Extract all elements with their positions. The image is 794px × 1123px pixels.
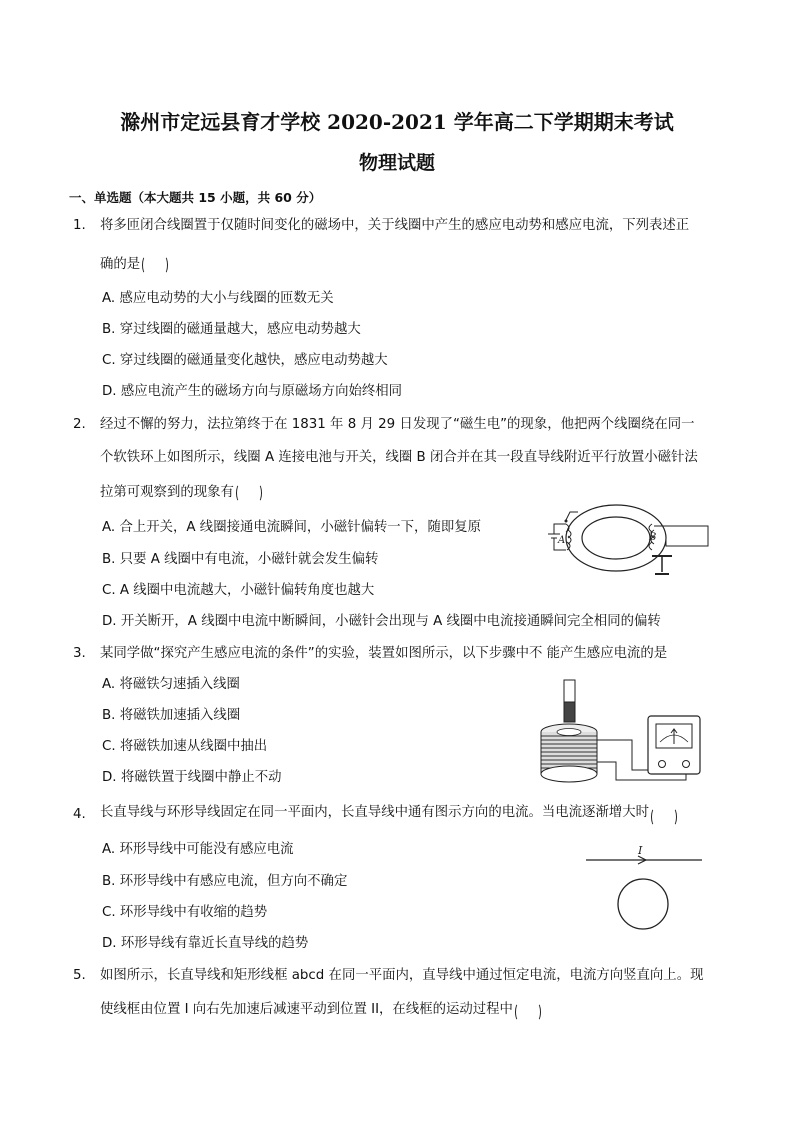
answer-blank (142, 256, 168, 272)
question-3-option-d: D. 将磁铁置于线圈中静止不动 (102, 770, 282, 785)
question-3-option-c: C. 将磁铁加速从线圈中抽出 (102, 739, 268, 754)
answer-blank (515, 1003, 541, 1019)
question-1-stem-line1: 将多匝闭合线圈置于仅随时间变化的磁场中，关于线圈中产生的感应电动势和感应电流，下列表述正 (100, 218, 690, 233)
question-1-option-b: B. 穿过线圈的磁通量越大，感应电动势越大 (102, 322, 361, 337)
question-3-option-b: B. 将磁铁加速插入线圈 (102, 708, 241, 723)
question-5-stem-line2: 使线框由位置 I 向右先加速后减速平动到位置 II，在线框的运动过程中 (100, 1003, 541, 1019)
coil-a-windings (566, 524, 571, 550)
question-4-number: 4. (73, 807, 86, 822)
switch (566, 512, 578, 520)
question-4-stem-line1: 长直导线与环形导线固定在同一平面内，长直导线中通有图示方向的电流。当电流逐渐增大时 (100, 806, 677, 824)
coil-a-label: A (558, 535, 566, 546)
question-4-option-a: A. 环形导线中可能没有感应电流 (102, 842, 294, 857)
question-2-option-d: D. 开关断开，A 线圈中电流中断瞬间，小磁针会出现与 A 线圈中电流接通瞬间完全相同的偏转 (102, 614, 661, 629)
coil-icon (541, 724, 597, 782)
question-1-option-c: C. 穿过线圈的磁通量变化越快，感应电动势越大 (102, 353, 388, 368)
question-3-stem-line1: 某同学做“探究产生感应电流的条件”的实验，装置如图所示，以下步骤中不 能产生感应电流的是 (100, 646, 668, 661)
section-heading: 一、单选题（本大题共 15 小题，共 60 分） (69, 190, 322, 205)
current-label: I (638, 844, 643, 857)
wire-and-ring-figure (584, 842, 708, 928)
bar-magnet-icon (564, 680, 575, 722)
question-4-option-c: C. 环形导线中有收缩的趋势 (102, 905, 268, 920)
question-2-option-a: A. 合上开关，A 线圈接通电流瞬间，小磁针偏转一下，随即复原 (102, 520, 482, 535)
ring-wire (618, 879, 668, 929)
question-1-option-d: D. 感应电流产生的磁场方向与原磁场方向始终相同 (102, 384, 403, 399)
question-1-stem-line2: 确的是 (100, 256, 168, 272)
question-2-stem-line1: 经过不懈的努力，法拉第终于在 1831 年 8 月 29 日发现了“磁生电”的现象，他把两个线圈绕在同一 (100, 417, 695, 432)
answer-blank (651, 808, 677, 824)
coil-b-label: B (649, 532, 657, 543)
question-3-option-a: A. 将磁铁匀速插入线圈 (102, 677, 240, 692)
question-5-number: 5. (73, 968, 86, 983)
exam-title: 滁州市定远县育才学校 2020-2021 学年高二下学期期末考试 (120, 110, 674, 134)
question-2-option-c: C. A 线圈中电流越大，小磁针偏转角度也越大 (102, 583, 375, 598)
question-5-stem-line1: 如图所示，长直导线和矩形线框 abcd 在同一平面内，直导线中通过恒定电流，电流方向竖直向上。现 (100, 968, 704, 983)
question-2-stem-line3: 拉第可观察到的现象有 (100, 484, 262, 500)
question-3-number: 3. (73, 646, 86, 661)
question-4-option-d: D. 环形导线有靠近长直导线的趋势 (102, 936, 309, 951)
answer-blank (236, 484, 262, 500)
question-1-number: 1. (73, 218, 86, 233)
question-1-option-a: A. 感应电动势的大小与线圈的匝数无关 (102, 291, 334, 306)
question-2-stem-line2: 个软铁环上如图所示，线圈 A 连接电池与开关，线圈 B 闭合并在其一段直导线附近平行放置小磁针法 (100, 450, 698, 465)
galvanometer-icon (648, 716, 700, 774)
question-2-option-b: B. 只要 A 线圈中有电流，小磁针就会发生偏转 (102, 552, 379, 567)
magnet-coil-galvanometer-figure (536, 678, 712, 786)
question-2-number: 2. (73, 417, 86, 432)
exam-subject: 物理试题 (358, 152, 435, 174)
question-4-option-b: B. 环形导线中有感应电流，但方向不确定 (102, 874, 348, 889)
iron-ring-figure (540, 500, 720, 580)
